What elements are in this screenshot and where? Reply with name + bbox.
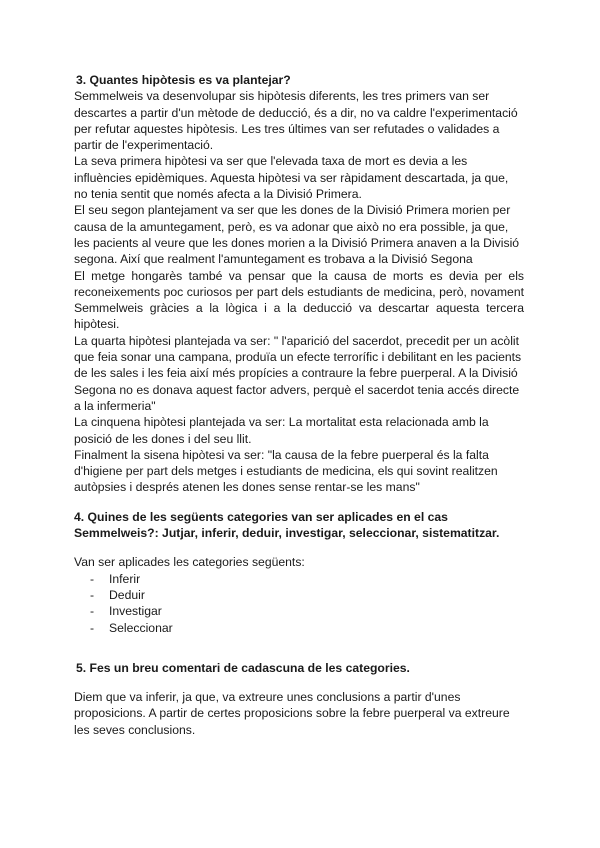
- list-item: - Inferir: [90, 571, 524, 587]
- question-5-heading: 5. Fes un breu comentari de cadascuna de les categories.: [76, 660, 410, 675]
- spacer: [74, 636, 524, 660]
- q3-paragraph-intro: Semmelweis va desenvolupar sis hipòtesis diferents, les tres primers van ser descartes a partir d'un mètode de deducció, és a dir, no va caldre l'experimentació per refutar aquestes hipòtesis. Les tres últimes van ser refutades o validades a partir de l'experimentació.: [74, 89, 518, 153]
- q3-paragraph-first-hypothesis: La seva primera hipòtesi va ser que l'elevada taxa de mort es devia a les influències epidèmiques. Aquesta hipòtesi va ser ràpidament descartada, ja que, no tenia sentit que només afecta a la Divisió Primera.: [74, 154, 509, 202]
- list-item: - Deduir: [90, 587, 524, 603]
- spacer: [74, 676, 524, 689]
- question-3-section: [74, 72, 524, 496]
- question-4-section: [74, 509, 524, 636]
- question-5-section: [74, 660, 524, 738]
- q4-category-list: [74, 571, 524, 636]
- q4-intro: Van ser aplicades les categories següents:: [74, 555, 305, 570]
- q3-paragraph-fourth-hypothesis: La quarta hipòtesi plantejada va ser: " l'aparició del sacerdot, precedit per un acòlit que feia sonar una campana, produïa un efecte terrorífic i debilitant en les pacients de les sales i les feia així més propícies a contraure la febre puerperal. A la Divisió Segona no es donava aquest factor advers, perquè el sacerdot tenia accés directe a la infermeria": [74, 333, 522, 413]
- list-item: - Investigar: [90, 603, 524, 619]
- spacer: [74, 496, 524, 509]
- spacer: [74, 541, 524, 554]
- question-3-heading: 3. Quantes hipòtesis es va plantejar?: [76, 73, 291, 87]
- q3-paragraph-fifth-hypothesis: La cinquena hipòtesi plantejada va ser: La mortalitat esta relacionada amb la posició de les dones i del seu llit.: [74, 415, 489, 446]
- q3-paragraph-second-hypothesis: El seu segon plantejament va ser que les dones de la Divisió Primera morien per causa de la amuntegament, però, es va adonar que això no era possible, ja que, les pacients al veure que les dones morien a la Divisió Primera anaven a la Divisió segona. Així que realment l'amuntegament es trobava a la Divisió Segona: [74, 203, 520, 267]
- q3-paragraph-third-hypothesis: El metge hongarès també va pensar que la causa de morts es devia per els reconeixements poc curiosos per part dels estudiants de medicina, però, novament Semmelweis gràcies a la lògica i a la deducció va descartar aquesta tercera hipòtesi.: [74, 268, 524, 332]
- q3-paragraph-sixth-hypothesis: Finalment la sisena hipòtesi va ser: "la causa de la febre puerperal és la falta d'higiene per part dels metges i estudiants de medicina, els qui sovint realitzen autòpsies i després atenen les dones sense rentar-se les mans": [74, 447, 498, 495]
- question-4-heading: 4. Quines de les següents categories van ser aplicades en el cas Semmelweis?: Jutjar, inferir, deduir, investigar, seleccionar, sistematitzar.: [74, 509, 500, 541]
- list-item: - Seleccionar: [90, 620, 524, 636]
- q5-paragraph: Diem que va inferir, ja que, va extreure unes conclusions a partir d'unes proposicions. A partir de certes proposicions sobre la febre puerperal va extreure les seves conclusions.: [74, 690, 510, 737]
